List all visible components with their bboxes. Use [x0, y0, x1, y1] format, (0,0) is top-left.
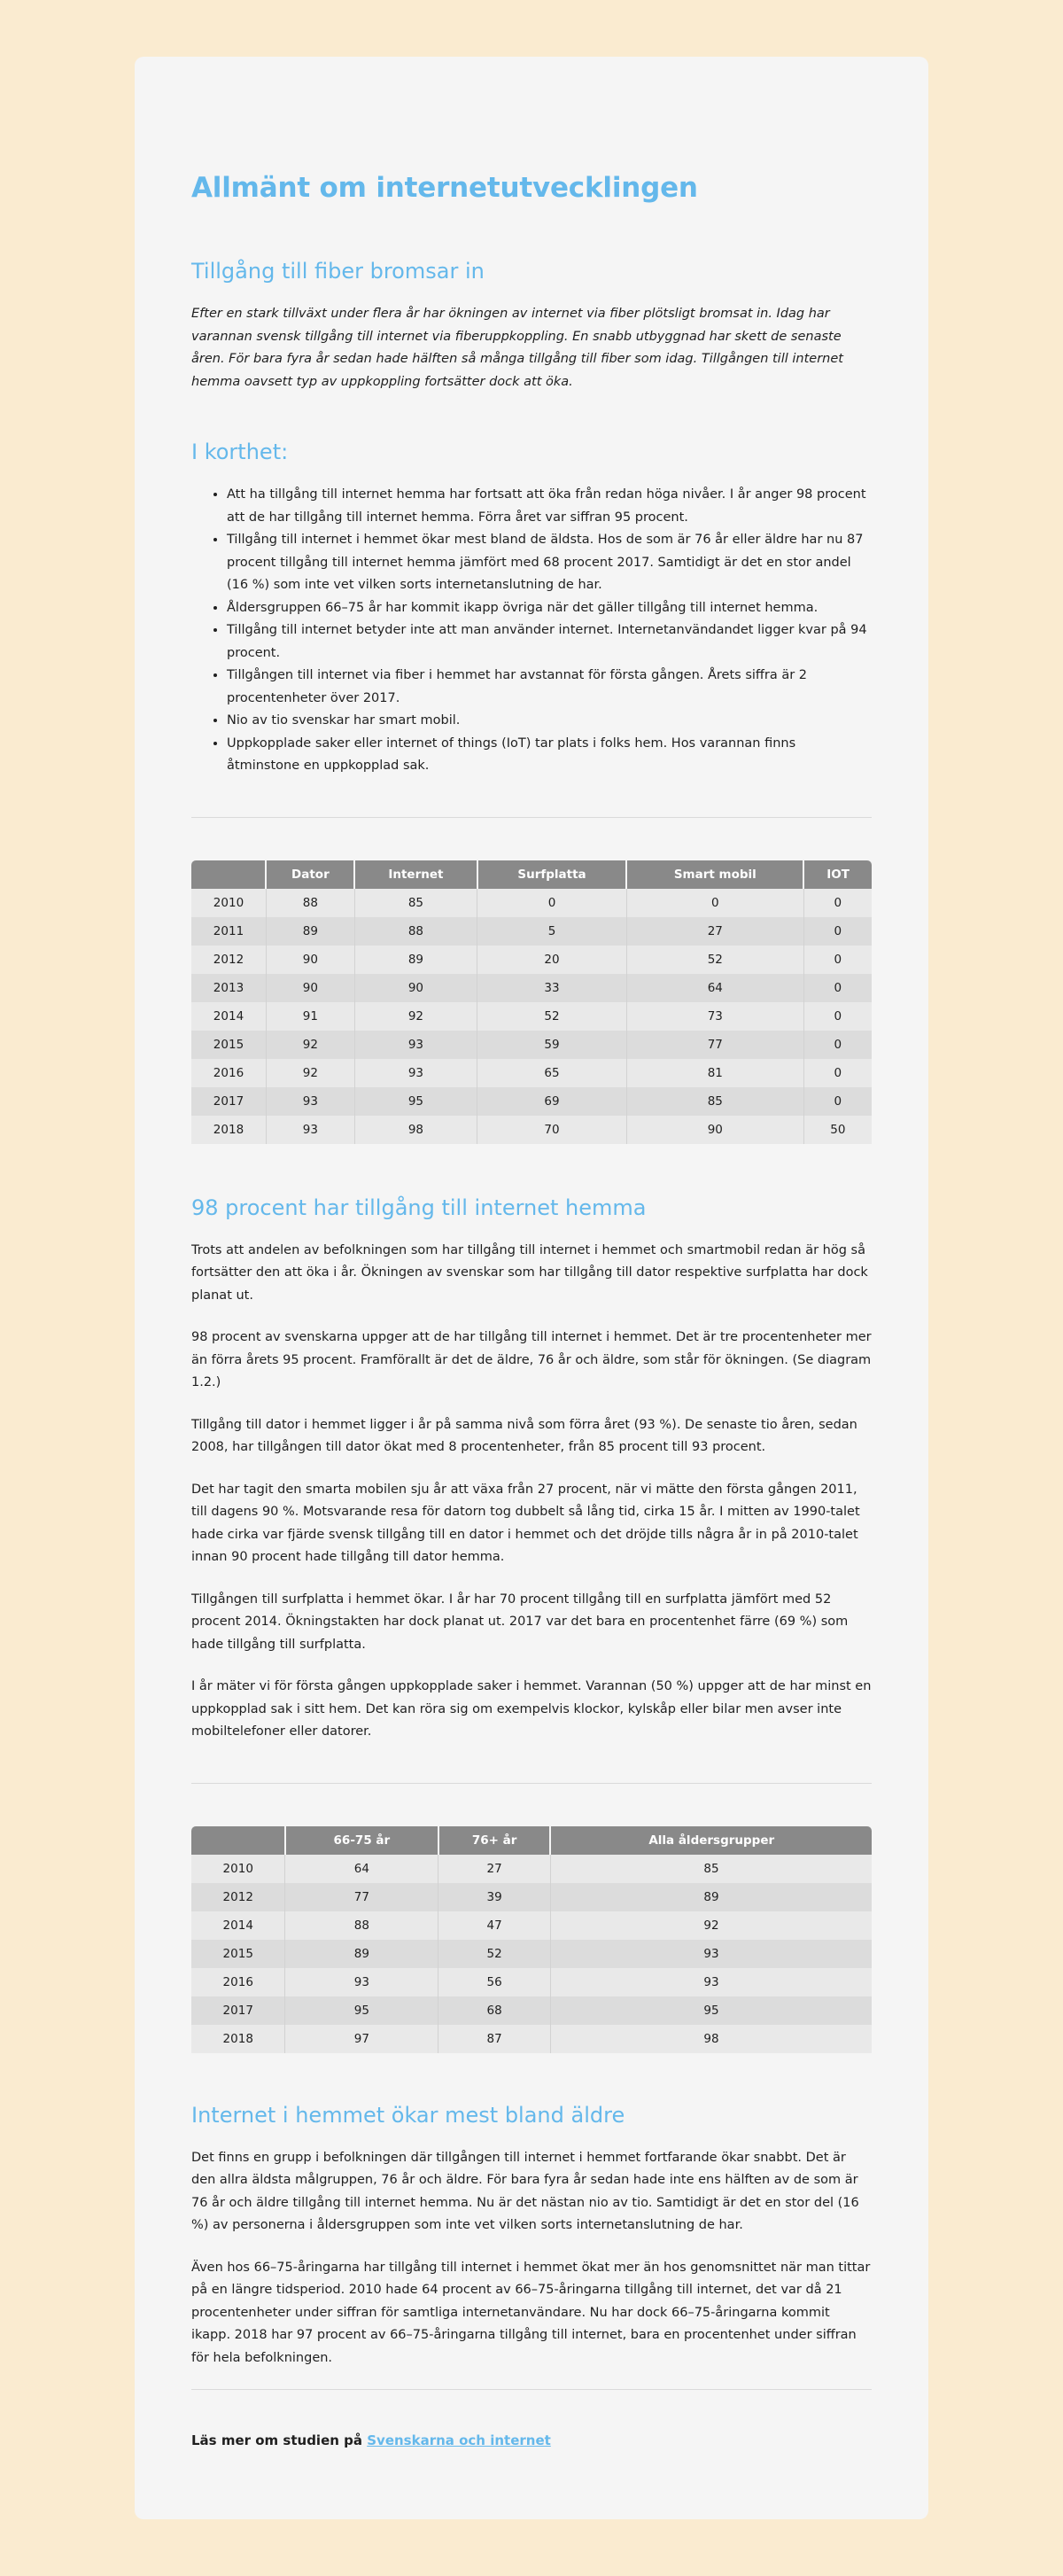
table-cell: 93: [550, 1968, 872, 1996]
table-cell: 0: [803, 1002, 872, 1031]
paragraph: 98 procent av svenskarna uppger att de har tillgång till internet i hemmet. Det är tre procentenheter mer än förra årets 95 procent. Framförallt är det de äldre, 76 år och äldre, som står för ökningen. (Se diagram 1.2.): [191, 1330, 872, 1389]
table-row: [191, 1968, 872, 1996]
table-cell: 2017: [191, 1996, 285, 2025]
table-row: [191, 917, 872, 946]
list-item: • Att ha tillgång till internet hemma har fortsatt att öka från redan höga nivåer. I år anger 98 procent att de har tillgång till internet hemma. Förra året var siffran 95 procent.: [227, 484, 872, 529]
table-header-cell: Alla åldersgrupper: [550, 1826, 872, 1855]
table-cell: 2011: [191, 917, 266, 946]
survey-link[interactable]: Svenskarna och internet: [367, 2432, 551, 2448]
table-row: [191, 1911, 872, 1940]
paragraph: Tillgången till surfplatta i hemmet ökar. I år har 70 procent tillgång till en surfplatta jämfört med 52 procent 2014. Ökningstakten har dock planat ut. 2017 var det bara en procentenhet färre (69 %) som hade tillgång till surfplatta.: [191, 1592, 849, 1652]
table-cell: 70: [477, 1116, 627, 1144]
table-cell: 2013: [191, 974, 266, 1002]
table-cell: 0: [803, 1087, 872, 1116]
table-cell: 92: [266, 1059, 354, 1087]
table-cell: 93: [266, 1087, 354, 1116]
table-row: [191, 2025, 872, 2053]
table-cell: 27: [438, 1855, 551, 1883]
table-header-cell: [191, 860, 266, 889]
table-cell: 56: [438, 1968, 551, 1996]
section-heading-fiber: Tillgång till fiber bromsar in: [191, 259, 485, 284]
table-cell: 90: [266, 974, 354, 1002]
table-row: [191, 1883, 872, 1911]
table-cell: 47: [438, 1911, 551, 1940]
table-cell: 91: [266, 1002, 354, 1031]
paragraph: Trots att andelen av befolkningen som har tillgång till internet i hemmet och smartmobil redan är hög så fortsätter den att öka i år. Ökningen av svenskar som har tillgång till dator respektive surfplatta har dock planat ut.: [191, 1242, 868, 1303]
table-cell: 2010: [191, 889, 266, 917]
table-cell: 97: [285, 2025, 438, 2053]
table-header-cell: Smart mobil: [626, 860, 803, 889]
paragraph: Även hos 66–75-åringarna har tillgång till internet i hemmet ökat mer än hos genomsnittet när man tittar på en längre tidsperiod. 2010 hade 64 procent av 66–75-åringarna tillgång till internet, det var då 21 procentenheter under siffran för samtliga internetanvändare. Nu har dock 66–75-åringarna kommit ikapp. 2018 har 97 procent av 66–75-åringarna tillgång till internet, bara en procentenhet under siffran för hela befolkningen.: [191, 2260, 871, 2365]
table-cell: 27: [626, 917, 803, 946]
table-cell: 81: [626, 1059, 803, 1087]
table-cell: 2012: [191, 946, 266, 974]
article-card: [135, 57, 928, 2519]
table-cell: 50: [803, 1116, 872, 1144]
table-cell: 92: [266, 1031, 354, 1059]
paragraph: Det har tagit den smarta mobilen sju år att växa från 27 procent, när vi mätte den första gången 2011, till dagens 90 %. Motsvarande resa för datorn tog dubbelt så lång tid, cirka 15 år. I mitten av 1990-talet hade cirka var fjärde svensk tillgång till en dator i hemmet och det dröjde tills några år in på 2010-talet innan 90 procent hade tillgång till dator hemma.: [191, 1482, 860, 1564]
list-item: • Åldersgruppen 66–75 år har kommit ikapp övriga när det gäller tillgång till internet hemma.: [227, 597, 872, 620]
paragraph: Tillgång till dator i hemmet ligger i år på samma nivå som förra året (93 %). De senaste tio åren, sedan 2008, har tillgången till dator ökat med 8 procentenheter, från 85 procent till 93 procent.: [191, 1417, 857, 1454]
table-row: [191, 1002, 872, 1031]
table-cell: 2017: [191, 1087, 266, 1116]
divider: [191, 2389, 872, 2390]
table-cell: 2015: [191, 1031, 266, 1059]
table-cell: 98: [354, 1116, 477, 1144]
table-cell: 93: [266, 1116, 354, 1144]
table-row: [191, 1855, 872, 1883]
table-cell: 2010: [191, 1855, 285, 1883]
table-cell: 2012: [191, 1883, 285, 1911]
paragraph: Det finns en grupp i befolkningen där tillgången till internet i hemmet fortfarande ökar snabbt. Det är den allra äldsta målgruppen, 76 år och äldre. För bara fyra år sedan hade inte ens hälften av de som är 76 år och äldre tillgång till internet hemma. Nu är det nästan nio av tio. Samtidigt är det en stor del (16 %) av personerna i åldersgruppen som inte vet vilken sorts internetanslutning de har.: [191, 2150, 859, 2232]
table-row: [191, 1087, 872, 1116]
table-cell: 0: [803, 946, 872, 974]
table-cell: 88: [285, 1911, 438, 1940]
table-header-cell: 76+ år: [438, 1826, 551, 1855]
table-cell: 52: [477, 1002, 627, 1031]
table-cell: 2015: [191, 1940, 285, 1968]
table-cell: 93: [550, 1940, 872, 1968]
table-cell: 69: [477, 1087, 627, 1116]
table-cell: 93: [354, 1059, 477, 1087]
table-header-cell: Internet: [354, 860, 477, 889]
table-cell: 89: [266, 917, 354, 946]
table-cell: 95: [550, 1996, 872, 2025]
table-row: [191, 974, 872, 1002]
table-cell: 0: [477, 889, 627, 917]
table-cell: 90: [626, 1116, 803, 1144]
list-item: • Tillgång till internet betyder inte att man använder internet. Internetanvändandet ligger kvar på 94 procent.: [227, 619, 872, 665]
table-row: [191, 889, 872, 917]
table-header-cell: [191, 1826, 285, 1855]
age-table-wrapper: [191, 1826, 872, 2053]
lead-paragraph: Efter en stark tillväxt under flera år har ökningen av internet via fiber plötsligt bromsat in. Idag har varannan svensk tillgång till internet via fiberuppkoppling. En snabb utbyggnad har skett de senaste åren. För bara fyra år sedan hade hälften så många tillgång till fiber som idag. Tillgången till internet hemma oavsett typ av uppkoppling fortsätter dock att öka.: [191, 307, 843, 389]
summary-list: [191, 484, 872, 778]
table-cell: 5: [477, 917, 627, 946]
table-cell: 90: [266, 946, 354, 974]
table-cell: 87: [438, 2025, 551, 2053]
table-cell: 85: [550, 1855, 872, 1883]
section-heading-summary: I korthet:: [191, 440, 289, 464]
table-cell: 95: [354, 1087, 477, 1116]
table-cell: 0: [803, 974, 872, 1002]
table-cell: 93: [354, 1031, 477, 1059]
table-cell: 33: [477, 974, 627, 1002]
table-cell: 2014: [191, 1002, 266, 1031]
table-cell: 64: [626, 974, 803, 1002]
section-heading-elderly: Internet i hemmet ökar mest bland äldre: [191, 2102, 625, 2128]
table-row: [191, 946, 872, 974]
read-more-prefix: Läs mer om studien på: [191, 2432, 368, 2448]
table-cell: 39: [438, 1883, 551, 1911]
table-cell: 20: [477, 946, 627, 974]
table-cell: 2016: [191, 1968, 285, 1996]
table-cell: 59: [477, 1031, 627, 1059]
table-cell: 85: [626, 1087, 803, 1116]
table-cell: 93: [285, 1968, 438, 1996]
table-header-row: [191, 1826, 872, 1855]
table-cell: 0: [803, 917, 872, 946]
table-cell: 2014: [191, 1911, 285, 1940]
table-cell: 0: [803, 1031, 872, 1059]
table-cell: 92: [354, 1002, 477, 1031]
table-cell: 88: [354, 917, 477, 946]
table-cell: 64: [285, 1855, 438, 1883]
paragraph: I år mäter vi för första gången uppkopplade saker i hemmet. Varannan (50 %) uppger att de har minst en uppkopplad sak i sitt hem. Det kan röra sig om exempelvis klockor, kylskåp eller bilar men avser inte mobiltelefoner eller datorer.: [191, 1679, 872, 1739]
table-cell: 68: [438, 1996, 551, 2025]
table-cell: 65: [477, 1059, 627, 1087]
table-row: [191, 1116, 872, 1144]
table-cell: 95: [285, 1996, 438, 2025]
table-header-row: [191, 860, 872, 889]
list-item: • Nio av tio svenskar har smart mobil.: [227, 710, 872, 733]
table-cell: 77: [626, 1031, 803, 1059]
table-row: [191, 1031, 872, 1059]
device-access-table: [191, 860, 872, 1144]
table-cell: 98: [550, 2025, 872, 2053]
table-cell: 2018: [191, 2025, 285, 2053]
list-item: • Tillgång till internet i hemmet ökar mest bland de äldsta. Hos de som är 76 år eller äldre har nu 87 procent tillgång till internet hemma jämfört med 68 procent 2017. Samtidigt är det en stor andel (16 %) som inte vet vilken sorts internetanslutning de har.: [227, 529, 872, 597]
table-cell: 88: [266, 889, 354, 917]
table-cell: 2016: [191, 1059, 266, 1087]
table-cell: 89: [354, 946, 477, 974]
table-cell: 89: [285, 1940, 438, 1968]
table-header-cell: Dator: [266, 860, 354, 889]
table-cell: 52: [626, 946, 803, 974]
table-cell: 92: [550, 1911, 872, 1940]
table-header-cell: 66-75 år: [285, 1826, 438, 1855]
list-item: • Uppkopplade saker eller internet of things (IoT) tar plats i folks hem. Hos varannan finns åtminstone en uppkopplad sak.: [227, 733, 872, 778]
divider: [191, 817, 872, 818]
table-body: [191, 889, 872, 1144]
section-heading-internet-home: 98 procent har tillgång till internet hemma: [191, 1195, 647, 1220]
table-cell: 85: [354, 889, 477, 917]
table-row: [191, 1940, 872, 1968]
table-cell: 90: [354, 974, 477, 1002]
list-item: • Tillgången till internet via fiber i hemmet har avstannat för första gången. Årets siffra är 2 procentenheter över 2017.: [227, 665, 872, 710]
table-cell: 77: [285, 1883, 438, 1911]
age-access-table: [191, 1826, 872, 2053]
table-cell: 0: [626, 889, 803, 917]
table-cell: 2018: [191, 1116, 266, 1144]
table-cell: 73: [626, 1002, 803, 1031]
table-cell: 52: [438, 1940, 551, 1968]
table-row: [191, 1996, 872, 2025]
table-cell: 0: [803, 1059, 872, 1087]
table-cell: 89: [550, 1883, 872, 1911]
article-title: Allmänt om internetutvecklingen: [191, 172, 698, 204]
read-more-note: [191, 2432, 872, 2448]
divider: [191, 1783, 872, 1784]
table-row: [191, 1059, 872, 1087]
table-body: [191, 1855, 872, 2053]
table-cell: 0: [803, 889, 872, 917]
table-header-cell: IOT: [803, 860, 872, 889]
table-header-cell: Surfplatta: [477, 860, 627, 889]
